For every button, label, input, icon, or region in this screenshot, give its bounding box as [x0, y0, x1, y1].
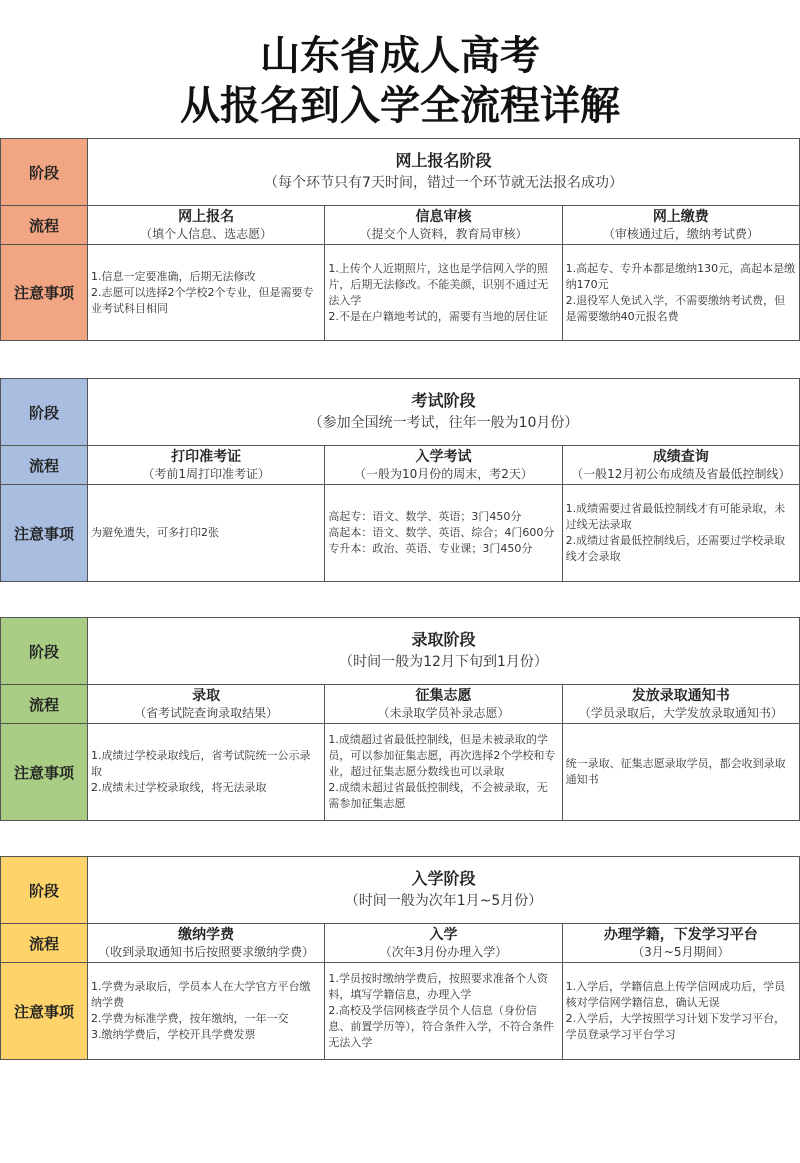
stage-title: 入学阶段: [411, 869, 476, 888]
notes-row: [1, 484, 799, 581]
notes-label: 注意事项: [1, 963, 88, 1059]
stage-subtitle: （时间一般为12月下旬到1月份）: [339, 654, 548, 670]
stage-cell: [88, 379, 799, 445]
process-step-title: 信息审核: [415, 208, 472, 225]
process-step-title: 成绩查询: [652, 448, 709, 465]
notes-label: 注意事项: [1, 724, 88, 820]
note-text: 1.高起专、专升本都是缴纳130元，高起本是缴纳170元 2.退役军人免试入学，不需要缴纳考试费，但是需要缴纳40元报名费: [565, 261, 796, 323]
notes-cell: [563, 724, 799, 820]
process-row: [1, 205, 799, 244]
section-exam: [0, 378, 800, 582]
notes-label: 注意事项: [1, 245, 88, 340]
stage-subtitle: （时间一般为次年1月~5月份）: [344, 893, 543, 909]
stage-label: 阶段: [1, 618, 88, 684]
note-text: 统一录取、征集志愿录取学员，都会收到录取通知书: [565, 757, 786, 786]
stage-label: 阶段: [1, 857, 88, 923]
process-step-title: 打印准考证: [171, 448, 242, 465]
process-step: [325, 206, 562, 244]
process-step: [88, 206, 325, 244]
note-text: 1.学费为录取后，学员本人在大学官方平台缴纳学费 2.学费为标准学费，按年缴纳，一年一交 3.缴纳学费后，学校开具学费发票: [91, 980, 311, 1041]
notes-cell: [563, 485, 799, 581]
process-step-title: 入学考试: [415, 448, 472, 465]
notes-cell: [325, 485, 562, 581]
stage-row: [1, 379, 799, 445]
stage-row: [1, 857, 799, 923]
process-row: [1, 684, 799, 723]
stage-row: [1, 618, 799, 684]
process-step-title: 入学: [429, 926, 458, 943]
process-step-title: 网上缴费: [652, 208, 709, 225]
page-title-line2: 从报名到入学全流程详解: [180, 82, 620, 129]
process-label: 流程: [1, 446, 88, 484]
note-text: 为避免遗失，可多打印2张: [91, 526, 219, 539]
process-step-subtitle: （考前1周打印准考证）: [142, 466, 270, 481]
notes-cell: [88, 485, 325, 581]
notes-cell: [325, 963, 562, 1059]
note-text: 1.成绩过学校录取线后，省考试院统一公示录取 2.成绩未过学校录取线，将无法录取: [91, 749, 311, 794]
process-step: [325, 685, 562, 723]
process-step-title: 网上报名: [178, 208, 235, 225]
stage-label: 阶段: [1, 139, 88, 205]
process-step: [563, 924, 799, 962]
process-row: [1, 923, 799, 962]
process-step-subtitle: （3月~5月期间）: [632, 944, 730, 959]
stage-title: 网上报名阶段: [395, 151, 492, 170]
stage-label: 阶段: [1, 379, 88, 445]
process-step: [563, 206, 799, 244]
stage-title: 考试阶段: [411, 391, 476, 410]
process-step-title: 征集志愿: [415, 687, 472, 704]
notes-row: [1, 723, 799, 820]
section-registration: [0, 138, 800, 341]
stage-title: 录取阶段: [411, 630, 476, 649]
section-enrollment: [0, 856, 800, 1060]
process-label: 流程: [1, 206, 88, 244]
process-step-subtitle: （未录取学员补录志愿）: [377, 705, 510, 720]
stage-cell: [88, 139, 799, 205]
notes-row: [1, 962, 799, 1059]
process-row: [1, 445, 799, 484]
note-text: 1.成绩超过省最低控制线，但是未被录取的学员，可以参加征集志愿，再次选择2个学校和专业，超过征集志愿分数线也可以录取 2.成绩未超过省最低控制线，不会被录取，无需参加征集志愿: [328, 733, 556, 810]
process-label: 流程: [1, 685, 88, 723]
stage-subtitle: （参加全国统一考试，往年一般为10月份）: [308, 415, 579, 431]
process-step-subtitle: （一般12月初公布成绩及省最低控制线）: [571, 466, 791, 481]
process-step-subtitle: （提交个人资料，教育局审核）: [359, 226, 528, 241]
process-step-title: 办理学籍，下发学习平台: [603, 926, 758, 943]
notes-label: 注意事项: [1, 485, 88, 581]
section-admission: [0, 617, 800, 821]
process-step-title: 发放录取通知书: [631, 687, 730, 704]
process-step-subtitle: （填个人信息、选志愿）: [140, 226, 273, 241]
process-step-subtitle: （学员录取后，大学发放录取通知书）: [578, 705, 783, 720]
process-step: [88, 685, 325, 723]
notes-cell: [325, 724, 562, 820]
notes-cell: [563, 245, 799, 340]
note-text: 1.成绩需要过省最低控制线才有可能录取，未过线无法录取 2.成绩过省最低控制线后，还需要过学校录取线才会录取: [565, 502, 786, 563]
process-label: 流程: [1, 924, 88, 962]
notes-cell: [88, 963, 325, 1059]
stage-cell: [88, 618, 799, 684]
process-step-title: 缴纳学费: [178, 926, 235, 943]
stage-row: [1, 139, 799, 205]
notes-row: [1, 244, 799, 340]
stage-subtitle: （每个环节只有7天时间，错过一个环节就无法报名成功）: [264, 175, 623, 191]
process-step: [563, 446, 799, 484]
process-step: [563, 685, 799, 723]
process-step-subtitle: （一般为10月份的周末，考2天）: [354, 466, 533, 481]
process-step-title: 录取: [192, 687, 221, 704]
process-step-subtitle: （收到录取通知书后按照要求缴纳学费）: [98, 944, 315, 959]
process-step-subtitle: （省考试院查询录取结果）: [134, 705, 279, 720]
process-step: [325, 446, 562, 484]
notes-cell: [88, 245, 325, 340]
note-text: 高起专：语文、数学、英语；3门450分 高起本：语文、数学、英语、综合；4门600分 专升本：政治、英语、专业课；3门450分: [328, 510, 555, 555]
process-step: [88, 446, 325, 484]
note-text: 1.上传个人近期照片，这也是学信网入学的照片，后期无法修改。不能美颜，识别不通过无法入学 2.不是在户籍地考试的，需要有当地的居住证: [328, 261, 549, 323]
process-step: [88, 924, 325, 962]
note-text: 1.入学后，学籍信息上传学信网成功后，学员核对学信网学籍信息，确认无误 2.入学后，大学按照学习计划下发学习平台，学员登录学习平台学习: [565, 980, 786, 1041]
notes-cell: [325, 245, 562, 340]
process-step-subtitle: （次年3月份办理入学）: [379, 944, 508, 959]
process-step-subtitle: （审核通过后，缴纳考试费）: [602, 226, 759, 241]
stage-cell: [88, 857, 799, 923]
notes-cell: [563, 963, 799, 1059]
page-title-line1: 山东省成人高考: [260, 32, 540, 79]
note-text: 1.学员按时缴纳学费后，按照要求准备个人资料，填写学籍信息，办理入学 2.高校及学信网核查学员个人信息（身份信息、前置学历等），符合条件入学，不符合条件无法入学: [328, 972, 554, 1049]
process-step: [325, 924, 562, 962]
note-text: 1.信息一定要准确，后期无法修改 2.志愿可以选择2个学校2个专业，但是需要专业考试科目相同: [91, 269, 314, 315]
notes-cell: [88, 724, 325, 820]
